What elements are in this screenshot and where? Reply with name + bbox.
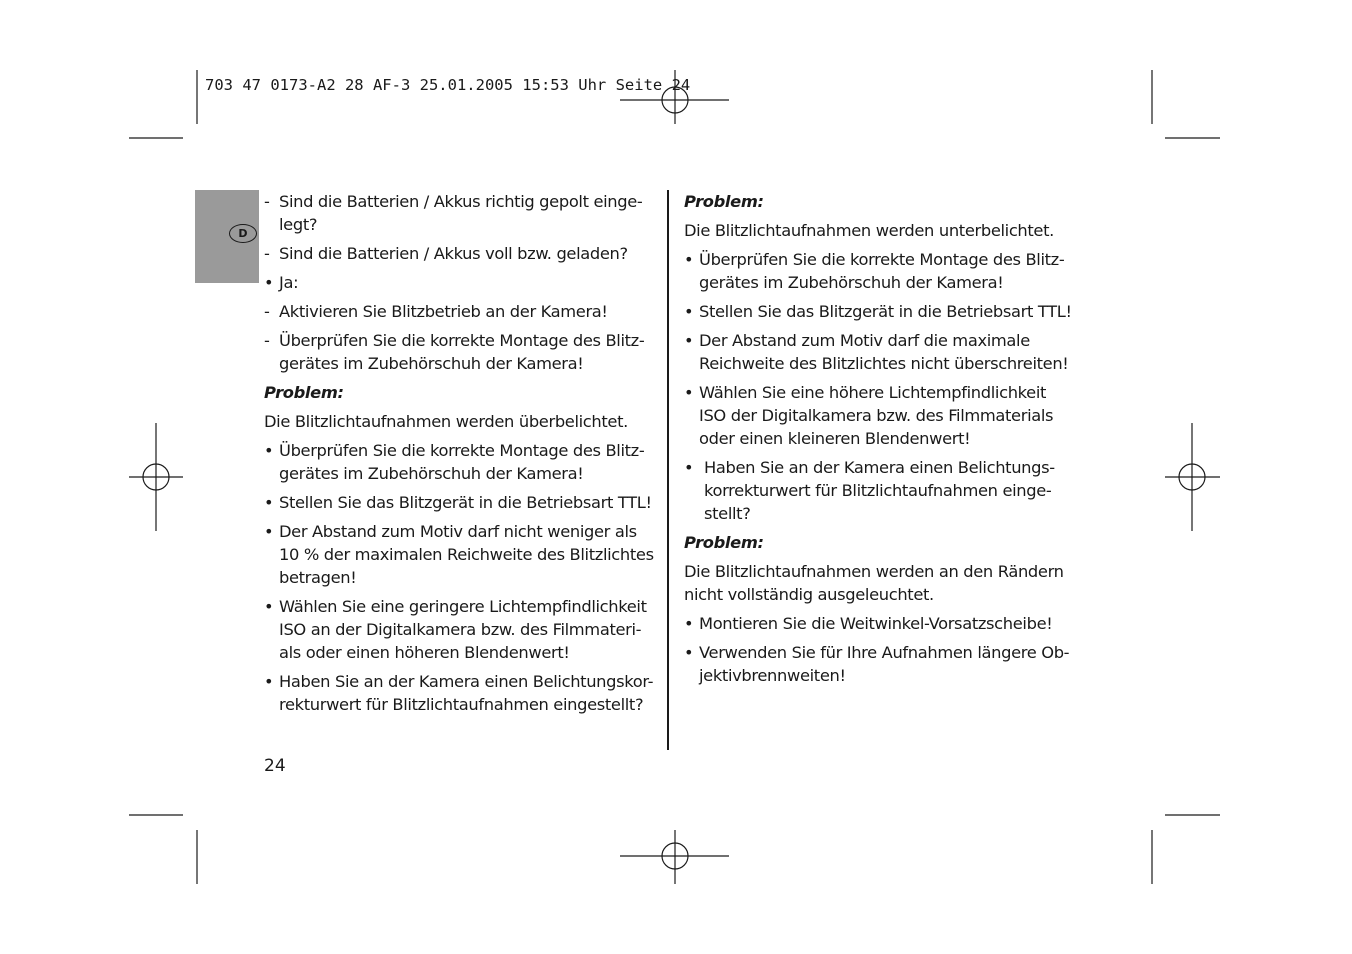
text-line: oder einen kleineren Blendenwert! [699,429,971,448]
text-line: Haben Sie an der Kamera einen Belichtungskor- [279,672,654,691]
text-line: stellt? [704,504,751,523]
text-line: jektivbrennweiten! [699,666,846,685]
text-line: Überprüfen Sie die korrekte Montage des Blitz- [279,441,645,460]
text-line: gerätes im Zubehörschuh der Kamera! [699,273,1004,292]
text-line: Montieren Sie die Weitwinkel-Vorsatzscheibe! [699,614,1053,633]
list-marker: • [684,614,694,633]
text-line: Die Blitzlichtaufnahmen werden überbelichtet. [264,412,628,431]
list-marker: • [264,273,274,292]
list-item [264,271,660,294]
problem-description [684,219,1084,242]
list-marker: • [684,643,694,662]
text-line: Wählen Sie eine höhere Lichtempfindlichkeit [699,383,1047,402]
registration-mark-bottom [620,830,729,884]
list-marker: • [684,458,694,477]
text-line: Stellen Sie das Blitzgerät in die Betriebsart TTL! [279,493,652,512]
problem-description [264,410,660,433]
left-column [264,190,660,722]
text-line: ISO an der Digitalkamera bzw. des Filmmateri- [279,620,642,639]
list-item [264,190,660,236]
text-line: Überprüfen Sie die korrekte Montage des Blitz- [279,331,645,350]
text-line: Wählen Sie eine geringere Lichtempfindlichkeit [279,597,647,616]
list-item [684,329,1084,375]
list-marker: - [264,302,270,321]
text-line: Die Blitzlichtaufnahmen werden an den Rändern [684,562,1064,581]
list-marker: • [264,672,274,691]
text-line: Der Abstand zum Motiv darf nicht weniger als [279,522,637,541]
list-marker: • [684,250,694,269]
print-header: 703 47 0173-A2 28 AF-3 25.01.2005 15:53 Uhr Seite 24 [205,76,691,94]
text-line: ISO der Digitalkamera bzw. des Filmmaterials [699,406,1054,425]
text-line: Reichweite des Blitzlichtes nicht überschreiten! [699,354,1069,373]
right-column [684,190,1084,693]
list-item [684,381,1084,450]
list-item [264,595,660,664]
list-marker: • [684,331,694,350]
list-item [264,242,660,265]
list-marker: - [264,331,270,350]
language-badge: D [229,224,257,243]
list-item [264,300,660,323]
text-line: Der Abstand zum Motiv darf die maximale [699,331,1030,350]
text-line: Haben Sie an der Kamera einen Belichtungs- [704,458,1055,477]
text-line: korrekturwert für Blitzlichtaufnahmen einge- [704,481,1052,500]
text-line: Sind die Batterien / Akkus richtig gepolt einge- [279,192,643,211]
list-marker: - [264,244,270,263]
list-item [684,456,1084,525]
list-item [684,641,1084,687]
text-line: Ja: [279,273,299,292]
problem-heading: Problem: [264,383,344,402]
text-line: gerätes im Zubehörschuh der Kamera! [279,464,584,483]
text-line: rekturwert für Blitzlichtaufnahmen eingestellt? [279,695,644,714]
text-line: gerätes im Zubehörschuh der Kamera! [279,354,584,373]
list-marker: • [684,383,694,402]
text-line: Sind die Batterien / Akkus voll bzw. geladen? [279,244,628,263]
list-item [684,248,1084,294]
list-item [684,300,1084,323]
list-marker: • [264,597,274,616]
text-line: betragen! [279,568,357,587]
list-item [264,491,660,514]
page-number: 24 [264,756,286,776]
text-line: 10 % der maximalen Reichweite des Blitzlichtes [279,545,654,564]
list-marker: • [264,522,274,541]
list-marker: • [264,493,274,512]
list-item [264,520,660,589]
text-line: legt? [279,215,318,234]
registration-mark-left [129,423,183,531]
registration-mark-right [1165,423,1220,531]
text-line: Verwenden Sie für Ihre Aufnahmen längere Ob- [699,643,1070,662]
text-line: Stellen Sie das Blitzgerät in die Betriebsart TTL! [699,302,1072,321]
list-marker: • [684,302,694,321]
text-line: nicht vollständig ausgeleuchtet. [684,585,934,604]
list-item [264,670,660,716]
list-marker: • [264,441,274,460]
text-line: Überprüfen Sie die korrekte Montage des Blitz- [699,250,1065,269]
text-line: Aktivieren Sie Blitzbetrieb an der Kamera! [279,302,608,321]
column-divider [667,190,669,750]
text-line: als oder einen höheren Blendenwert! [279,643,570,662]
list-item [684,612,1084,635]
list-item [264,329,660,375]
list-item [264,439,660,485]
problem-heading: Problem: [684,192,764,211]
problem-heading: Problem: [684,533,764,552]
list-marker: - [264,192,270,211]
problem-description [684,560,1084,606]
text-line: Die Blitzlichtaufnahmen werden unterbelichtet. [684,221,1054,240]
